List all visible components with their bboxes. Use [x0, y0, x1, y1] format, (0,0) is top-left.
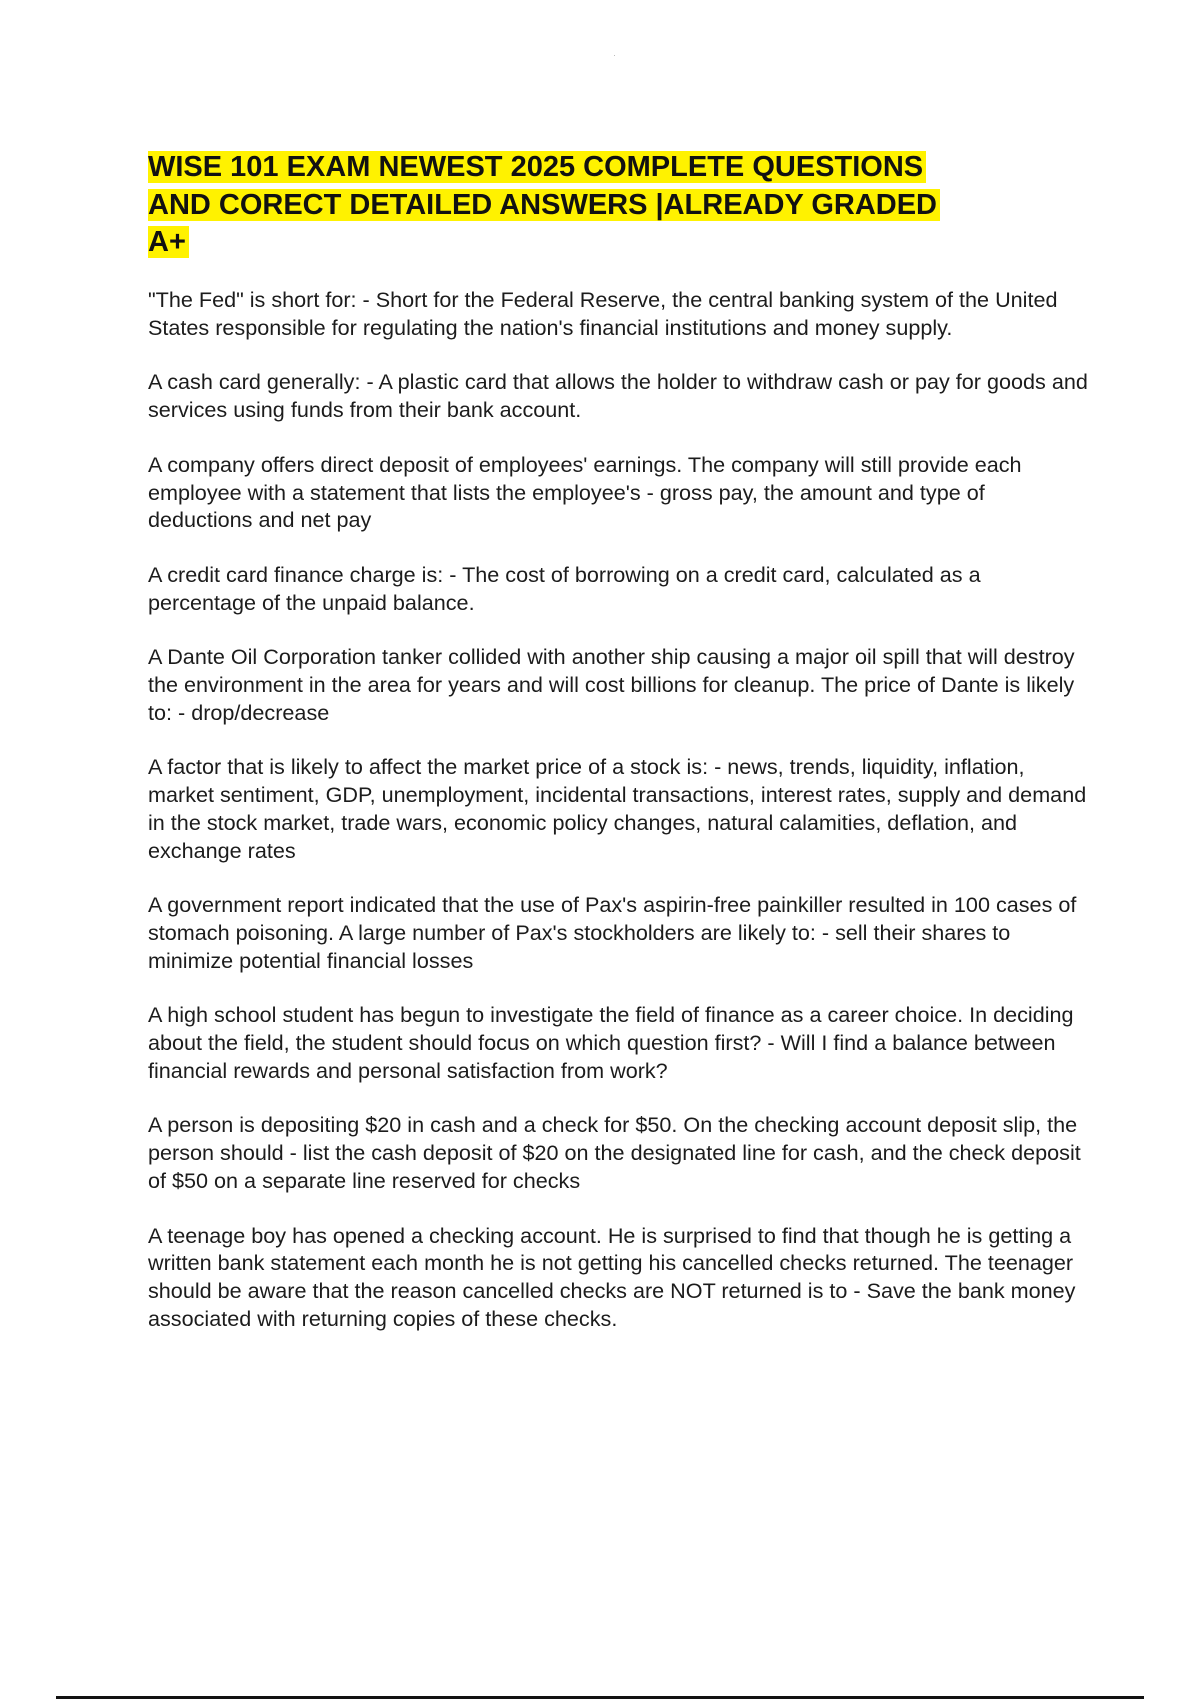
- qa-item: A credit card finance charge is: - The cost of borrowing on a credit card, calculated as a percentage of the unpaid balance.: [148, 561, 981, 615]
- scan-speck: [614, 55, 615, 56]
- qa-item: A cash card generally: - A plastic card that allows the holder to withdraw cash or pay for goods and services using funds from their bank account.: [148, 369, 1088, 423]
- qa-item: A government report indicated that the use of Pax's aspirin-free painkiller resulted in 100 cases of stomach poisoning. A large number of Pax's stockholders are likely to: - sell their shares to minimize potential financial losses: [148, 892, 1077, 973]
- footer-rule: [56, 1696, 1144, 1699]
- qa-item: A person is depositing $20 in cash and a check for $50. On the checking account deposit slip, the person should - list the cash deposit of $20 on the designated line for cash, and the check deposit of $50 on a separate line reserved for checks: [148, 1112, 1081, 1193]
- document-title: [148, 149, 948, 262]
- qa-item: A company offers direct deposit of employees' earnings. The company will still provide each employee with a statement that lists the employee's - gross pay, the amount and type of deductions and net pay: [148, 451, 1022, 533]
- qa-item: "The Fed" is short for: - Short for the Federal Reserve, the central banking system of the United States responsible for regulating the nation's financial institutions and money supply.: [148, 287, 1058, 340]
- qa-list: [148, 286, 1093, 1359]
- qa-item: A Dante Oil Corporation tanker collided with another ship causing a major oil spill that will destroy the environment in the area for years and will cost billions for cleanup. The price of Dante is likely to: - drop/decrease: [148, 644, 1075, 725]
- qa-item: A high school student has begun to investigate the field of finance as a career choice. In deciding about the field, the student should focus on which question first? - Will I find a balance between financial rewards and personal satisfaction from work?: [148, 1002, 1074, 1083]
- qa-item: A teenage boy has opened a checking account. He is surprised to find that though he is getting a written bank statement each month he is not getting his cancelled checks returned. The teenager should be aware that the reason cancelled checks are NOT returned is to - Save the bank money associated with returning copies of these checks.: [148, 1222, 1076, 1331]
- qa-item: A factor that is likely to affect the market price of a stock is: - news, trends, liquidity, inflation, market sentiment, GDP, unemployment, incidental transactions, interest rates, supply and demand in the stock market, trade wars, economic policy changes, natural calamities, deflation, and exchange rates: [148, 754, 1087, 863]
- title-highlight: WISE 101 EXAM NEWEST 2025 COMPLETE QUESTIONS AND CORECT DETAILED ANSWERS |ALREADY GRADED A+: [148, 151, 940, 258]
